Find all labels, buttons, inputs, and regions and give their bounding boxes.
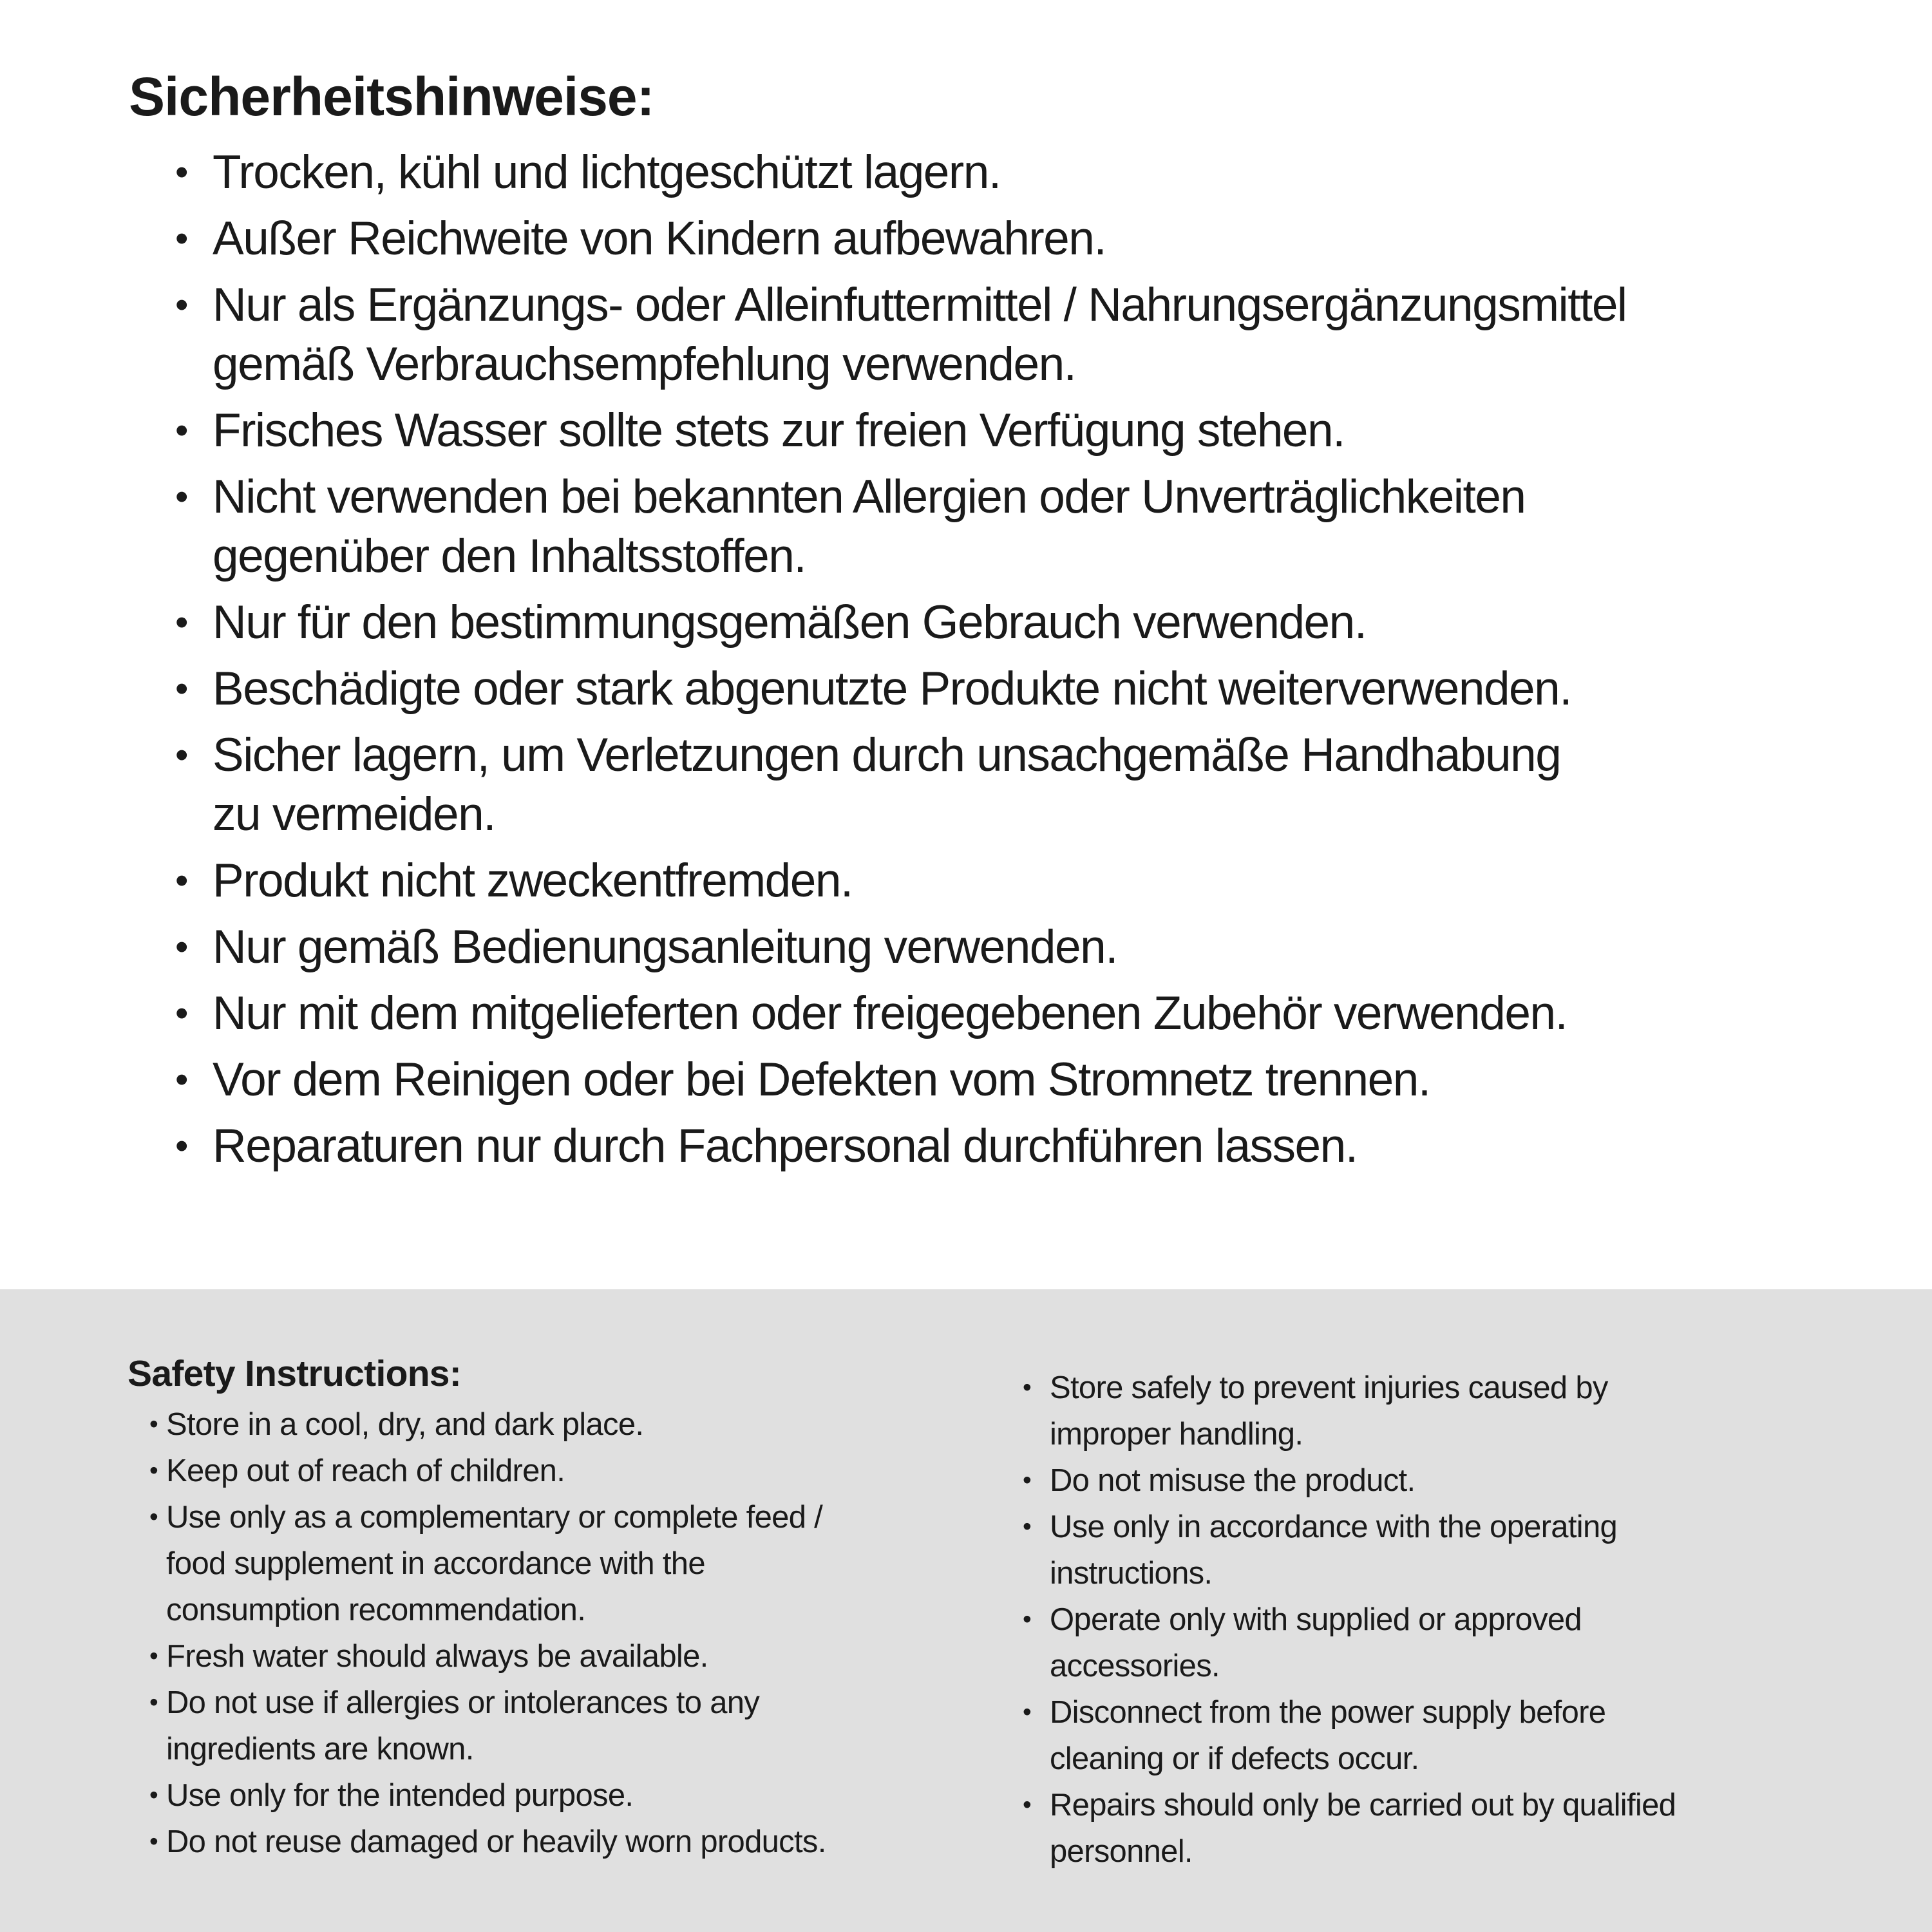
instruction-item — [149, 1819, 997, 1865]
instruction-line: Use only in accordance with the operating — [1050, 1510, 1618, 1544]
instruction-line: Use only for the intended purpose. — [166, 1778, 634, 1813]
instruction-item — [175, 1117, 1932, 1176]
instruction-line: Disconnect from the power supply before — [1050, 1695, 1606, 1730]
bullet-marker: • — [175, 992, 189, 1034]
english-left-column — [128, 1350, 997, 1865]
instruction-item — [149, 1772, 997, 1819]
instruction-item — [149, 1680, 997, 1772]
instruction-item — [1023, 1457, 1911, 1504]
bullet-marker: • — [149, 1410, 158, 1438]
instruction-line: personnel. — [1050, 1834, 1193, 1869]
instruction-line: zu vermeiden. — [213, 788, 495, 840]
instruction-item — [175, 726, 1932, 844]
instruction-line: Beschädigte oder stark abgenutzte Produkte nicht weiterverwenden. — [213, 663, 1572, 715]
bullet-marker: • — [1023, 1605, 1032, 1633]
instruction-line: ingredients are known. — [166, 1732, 474, 1766]
instruction-line: Vor dem Reinigen oder bei Defekten vom Stromnetz trennen. — [213, 1054, 1430, 1106]
german-instruction-list — [175, 143, 1932, 1176]
instruction-item — [175, 851, 1932, 911]
instruction-item — [149, 1401, 997, 1448]
english-right-column — [1023, 1365, 1911, 1875]
instruction-line: food supplement in accordance with the — [166, 1546, 705, 1581]
bullet-marker: • — [175, 151, 189, 193]
instruction-line: Nur als Ergänzungs- oder Alleinfuttermittel / Nahrungsergänzungsmittel — [213, 279, 1627, 331]
instruction-item — [175, 1050, 1932, 1110]
bullet-marker: • — [149, 1689, 158, 1716]
instruction-item — [175, 401, 1932, 460]
instruction-line: gemäß Verbrauchsempfehlung verwenden. — [213, 338, 1076, 390]
bullet-marker: • — [175, 734, 189, 776]
bullet-marker: • — [149, 1781, 158, 1809]
german-section-title: Sicherheitshinweise: — [129, 66, 654, 127]
instruction-item — [175, 209, 1932, 269]
instruction-line: consumption recommendation. — [166, 1593, 586, 1627]
instruction-line: Keep out of reach of children. — [166, 1454, 565, 1488]
instruction-item — [175, 918, 1932, 977]
bullet-marker: • — [175, 668, 189, 710]
bullet-marker: • — [149, 1642, 158, 1670]
instruction-item — [175, 143, 1932, 202]
instruction-item — [175, 468, 1932, 586]
instruction-item — [1023, 1689, 1911, 1782]
instruction-item — [1023, 1596, 1911, 1689]
instruction-item — [175, 659, 1932, 719]
bullet-marker: • — [175, 601, 189, 643]
instruction-item — [175, 276, 1932, 394]
bullet-marker: • — [1023, 1698, 1032, 1726]
bullet-marker: • — [1023, 1466, 1032, 1494]
instruction-line: Use only as a complementary or complete feed / — [166, 1500, 823, 1535]
bullet-marker: • — [175, 476, 189, 518]
instruction-item — [175, 984, 1932, 1043]
instruction-item — [149, 1633, 997, 1680]
instruction-line: Produkt nicht zweckentfremden. — [213, 855, 853, 907]
english-section — [0, 1289, 1932, 1932]
instruction-item — [1023, 1365, 1911, 1457]
instruction-line: Reparaturen nur durch Fachpersonal durchführen lassen. — [213, 1120, 1358, 1172]
english-instruction-list-left — [149, 1401, 997, 1865]
instruction-line: Trocken, kühl und lichtgeschützt lagern. — [213, 146, 1001, 198]
instruction-line: Do not misuse the product. — [1050, 1463, 1416, 1498]
bullet-marker: • — [175, 410, 189, 451]
bullet-marker: • — [175, 1059, 189, 1101]
instruction-line: gegenüber den Inhaltsstoffen. — [213, 530, 806, 582]
english-section-title: Safety Instructions: — [128, 1353, 462, 1394]
bullet-marker: • — [175, 218, 189, 260]
instruction-line: Nur mit dem mitgelieferten oder freigegebenen Zubehör verwenden. — [213, 987, 1567, 1039]
instruction-line: improper handling. — [1050, 1417, 1303, 1452]
instruction-item — [149, 1448, 997, 1494]
instruction-line: Operate only with supplied or approved — [1050, 1602, 1582, 1637]
bullet-marker: • — [175, 926, 189, 968]
instruction-line: Nur gemäß Bedienungsanleitung verwenden. — [213, 921, 1117, 973]
instruction-line: Do not reuse damaged or heavily worn products. — [166, 1824, 826, 1859]
bullet-marker: • — [175, 284, 189, 326]
instruction-line: Store in a cool, dry, and dark place. — [166, 1407, 644, 1442]
instruction-item — [149, 1494, 997, 1633]
bullet-marker: • — [149, 1828, 158, 1855]
instruction-line: Nicht verwenden bei bekannten Allergien oder Unverträglichkeiten — [213, 471, 1526, 523]
instruction-line: Store safely to prevent injuries caused by — [1050, 1370, 1608, 1405]
bullet-marker: • — [1023, 1791, 1032, 1819]
instruction-line: Fresh water should always be available. — [166, 1639, 708, 1674]
instruction-item — [175, 593, 1932, 652]
bullet-marker: • — [1023, 1513, 1032, 1540]
instruction-line: instructions. — [1050, 1556, 1213, 1591]
instruction-line: Do not use if allergies or intolerances to any — [166, 1685, 760, 1720]
bullet-marker: • — [149, 1457, 158, 1484]
instruction-line: cleaning or if defects occur. — [1050, 1741, 1419, 1776]
bullet-marker: • — [149, 1503, 158, 1531]
bullet-marker: • — [1023, 1374, 1032, 1401]
instruction-line: Frisches Wasser sollte stets zur freien Verfügung stehen. — [213, 404, 1345, 457]
instruction-line: Nur für den bestimmungsgemäßen Gebrauch verwenden. — [213, 596, 1367, 649]
instruction-item — [1023, 1782, 1911, 1875]
bullet-marker: • — [175, 1125, 189, 1167]
instruction-line: Sicher lagern, um Verletzungen durch unsachgemäße Handhabung — [213, 729, 1561, 781]
english-instruction-list-right — [1023, 1365, 1911, 1875]
instruction-item — [1023, 1504, 1911, 1596]
instruction-line: accessories. — [1050, 1649, 1220, 1683]
instruction-line: Repairs should only be carried out by qualified — [1050, 1788, 1676, 1823]
instruction-line: Außer Reichweite von Kindern aufbewahren. — [213, 213, 1106, 265]
bullet-marker: • — [175, 860, 189, 902]
